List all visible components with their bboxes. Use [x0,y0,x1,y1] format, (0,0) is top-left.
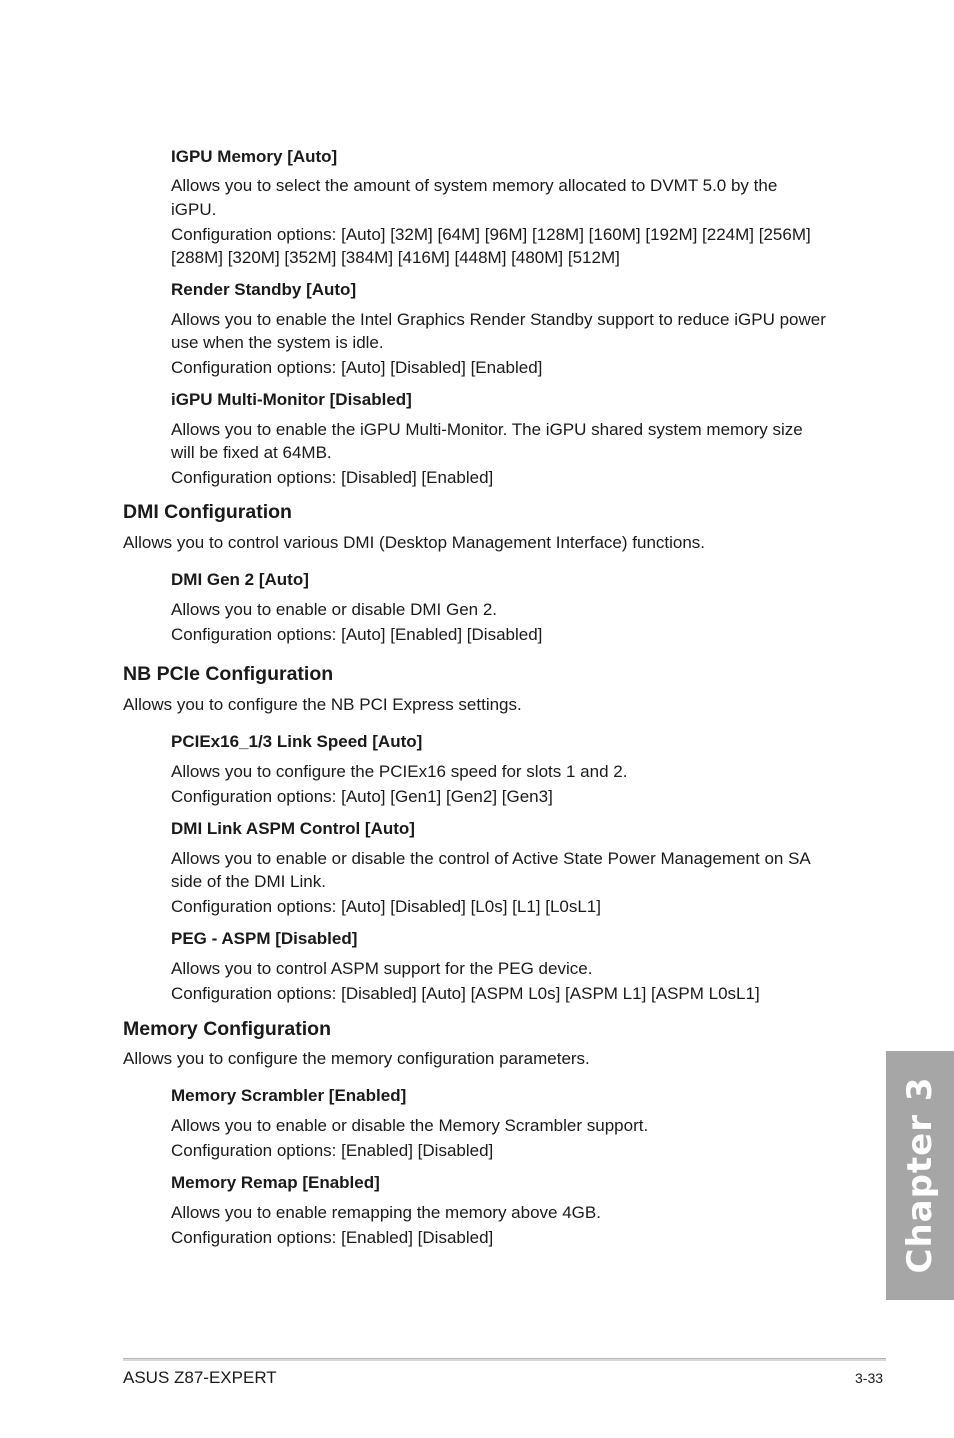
igpu-multi-monitor-options: Configuration options: [Disabled] [Enabled] [171,468,494,487]
nb-pcie-configuration-heading: NB PCIe Configuration [123,663,334,685]
dmi-gen2-options: Configuration options: [Auto] [Enabled] [Disabled] [171,625,543,644]
dmi-configuration-heading: DMI Configuration [123,501,292,523]
dmi-gen2-title: DMI Gen 2 [Auto] [171,570,309,589]
render-standby-title: Render Standby [Auto] [171,280,357,299]
memory-scrambler-desc: Allows you to enable or disable the Memory Scrambler support. [171,1116,649,1135]
memory-remap-options: Configuration options: [Enabled] [Disabled] [171,1228,494,1247]
peg-aspm-title: PEG - ASPM [Disabled] [171,929,358,948]
render-standby-desc-line1: Allows you to enable the Intel Graphics Render Standby support to reduce iGPU power [171,310,826,329]
memory-remap-desc: Allows you to enable remapping the memory above 4GB. [171,1203,601,1222]
dmi-link-aspm-title: DMI Link ASPM Control [Auto] [171,819,415,838]
footer-product-name: ASUS Z87-EXPERT [123,1368,277,1387]
memory-remap-title: Memory Remap [Enabled] [171,1173,380,1192]
dmi-link-aspm-desc-line2: side of the DMI Link. [171,872,326,891]
render-standby-desc-line2: use when the system is idle. [171,333,384,352]
igpu-multi-monitor-title: iGPU Multi-Monitor [Disabled] [171,390,412,409]
dmi-gen2-desc: Allows you to enable or disable DMI Gen 2. [171,600,498,619]
igpu-memory-options-line2: [288M] [320M] [352M] [384M] [416M] [448M] [480M] [512M] [171,248,620,267]
igpu-memory-desc-line2: iGPU. [171,200,217,219]
chapter-tab [886,1051,954,1300]
dmi-configuration-desc: Allows you to control various DMI (Desktop Management Interface) functions. [123,533,706,552]
chapter-tab-label: Chapter 3 [900,1076,940,1274]
memory-configuration-desc: Allows you to configure the memory configuration parameters. [123,1049,590,1068]
igpu-memory-options-line1: Configuration options: [Auto] [32M] [64M] [96M] [128M] [160M] [192M] [224M] [256M] [171,225,811,244]
footer-page-number: 3-33 [855,1370,884,1386]
memory-scrambler-options: Configuration options: [Enabled] [Disabled] [171,1141,494,1160]
dmi-link-aspm-desc-line1: Allows you to enable or disable the control of Active State Power Management on SA [171,849,811,868]
peg-aspm-options: Configuration options: [Disabled] [Auto] [ASPM L0s] [ASPM L1] [ASPM L0sL1] [171,984,760,1003]
memory-configuration-heading: Memory Configuration [123,1018,331,1040]
peg-aspm-desc: Allows you to control ASPM support for the PEG device. [171,959,593,978]
igpu-memory-title: IGPU Memory [Auto] [171,147,338,166]
nb-pcie-configuration-desc: Allows you to configure the NB PCI Express settings. [123,695,522,714]
pciex16-link-speed-desc: Allows you to configure the PCIEx16 speed for slots 1 and 2. [171,762,628,781]
dmi-link-aspm-options: Configuration options: [Auto] [Disabled] [L0s] [L1] [L0sL1] [171,897,601,916]
igpu-multi-monitor-desc-line2: will be fixed at 64MB. [171,443,332,462]
footer-divider [123,1358,886,1361]
pciex16-link-speed-title: PCIEx16_1/3 Link Speed [Auto] [171,732,423,751]
render-standby-options: Configuration options: [Auto] [Disabled] [Enabled] [171,358,543,377]
igpu-multi-monitor-desc-line1: Allows you to enable the iGPU Multi-Monitor. The iGPU shared system memory size [171,420,803,439]
pciex16-link-speed-options: Configuration options: [Auto] [Gen1] [Gen2] [Gen3] [171,787,553,806]
memory-scrambler-title: Memory Scrambler [Enabled] [171,1086,407,1105]
igpu-memory-desc-line1: Allows you to select the amount of system memory allocated to DVMT 5.0 by the [171,176,778,195]
